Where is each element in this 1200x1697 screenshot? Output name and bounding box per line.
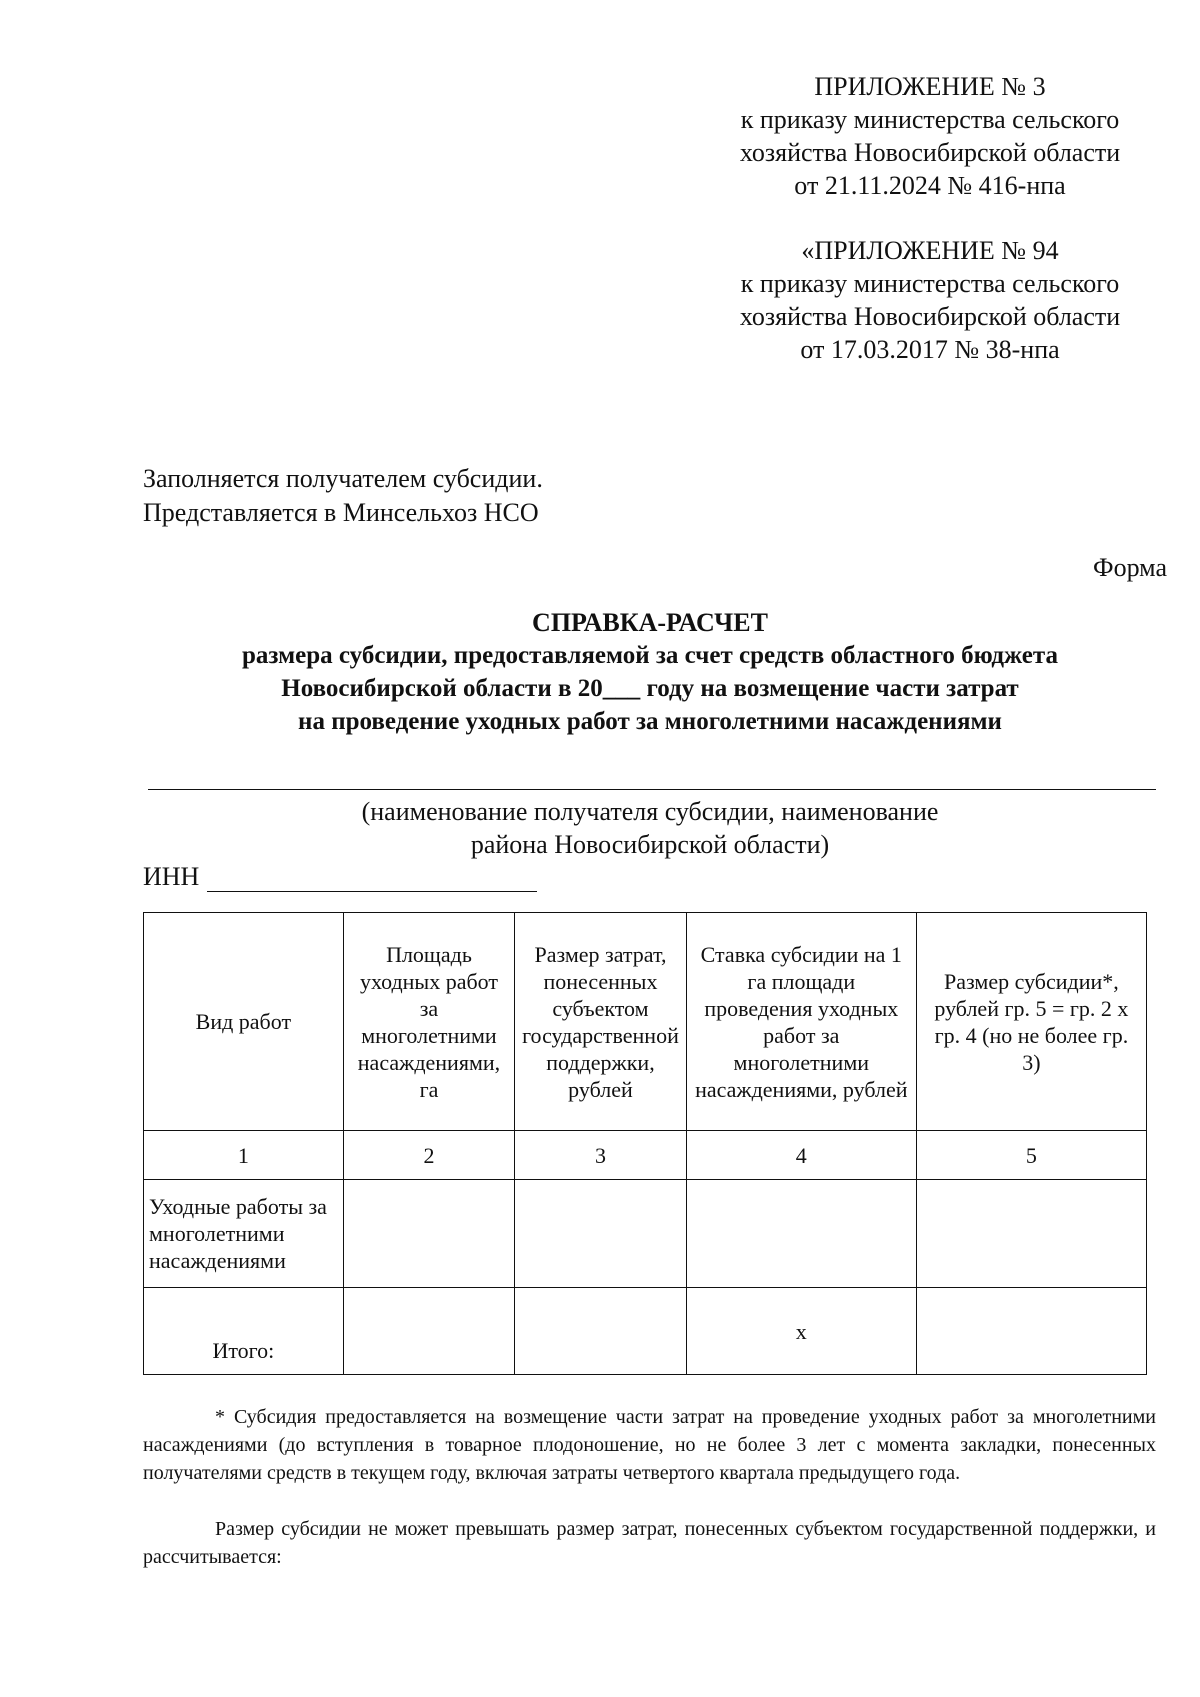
header-rate: Ставка субсидии на 1 га площади проведения уходных работ за многолетними насаждениями, рублей	[686, 913, 916, 1131]
fill-note-line: Представляется в Минсельхоз НСО	[143, 498, 539, 527]
recipient-name-field[interactable]	[148, 789, 1156, 790]
total-area-cell[interactable]	[343, 1288, 515, 1375]
approval-line: к приказу министерства сельского	[740, 269, 1120, 298]
approval-line: хозяйства Новосибирской области	[739, 138, 1121, 167]
approval-stamp-1	[700, 70, 1160, 202]
column-number: 5	[916, 1131, 1146, 1180]
inn-label: ИНН	[143, 862, 200, 891]
header-work-type: Вид работ	[144, 913, 344, 1131]
inn-row	[143, 862, 537, 892]
table-row	[144, 1180, 1147, 1288]
header-costs: Размер затрат, понесенных субъектом государственной поддержки, рублей	[515, 913, 687, 1131]
subsidy-cell[interactable]	[916, 1180, 1146, 1288]
header-area: Площадь уходных работ за многолетними насаждениями, га	[343, 913, 515, 1131]
recipient-caption-line: района Новосибирской области)	[470, 830, 830, 859]
approval-line: хозяйства Новосибирской области	[739, 302, 1121, 331]
approval-line: от 17.03.2017 № 38-нпа	[800, 335, 1060, 364]
total-subsidy-cell[interactable]	[916, 1288, 1146, 1375]
column-number: 2	[343, 1131, 515, 1180]
fill-note-line: Заполняется получателем субсидии.	[143, 464, 543, 493]
footnote-paragraph: Размер субсидии не может превышать размер затрат, понесенных субъектом государственной поддержки, и рассчитывается:	[143, 1518, 1156, 1568]
form-label: Форма	[1093, 553, 1167, 582]
approval-line: «ПРИЛОЖЕНИЕ № 94	[801, 236, 1059, 265]
title-line: размера субсидии, предоставляемой за счет средств областного бюджета	[242, 642, 1058, 669]
recipient-caption	[300, 795, 1000, 861]
table-total-row	[144, 1288, 1147, 1375]
footnote: * Субсидия предоставляется на возмещение части затрат на проведение уходных работ за многолетними насаждениями (до вступления в товарное плодоношение, но не более 3 лет с момента закладки, понесенных получателями средств в текущем году, включая затраты четвертого квартала предыдущего года.	[143, 1406, 1156, 1484]
area-cell[interactable]	[343, 1180, 515, 1288]
approval-line: ПРИЛОЖЕНИЕ № 3	[814, 72, 1046, 101]
calculation-table	[143, 912, 1147, 1375]
column-number: 1	[144, 1131, 344, 1180]
document-title	[143, 606, 1157, 738]
column-number: 3	[515, 1131, 687, 1180]
table-column-numbers-row	[144, 1131, 1147, 1180]
rate-cell[interactable]	[686, 1180, 916, 1288]
table-header-row	[144, 913, 1147, 1131]
title-main: СПРАВКА-РАСЧЕТ	[532, 608, 768, 637]
approval-line: от 21.11.2024 № 416-нпа	[794, 171, 1066, 200]
title-line: Новосибирской области в 20___ году на возмещение части затрат	[281, 675, 1019, 702]
approval-stamp-2	[700, 234, 1160, 366]
approval-line: к приказу министерства сельского	[740, 105, 1120, 134]
header-subsidy: Размер субсидии*, рублей гр. 5 = гр. 2 х гр. 4 (но не более гр. 3)	[916, 913, 1146, 1131]
total-rate-cell: х	[686, 1288, 916, 1375]
work-type-cell: Уходные работы за многолетними насаждениями	[144, 1180, 344, 1288]
column-number: 4	[686, 1131, 916, 1180]
recipient-caption-line: (наименование получателя субсидии, наименование	[361, 797, 939, 826]
total-label-cell: Итого:	[144, 1288, 344, 1375]
fill-note	[143, 462, 543, 530]
costs-cell[interactable]	[515, 1180, 687, 1288]
total-costs-cell[interactable]	[515, 1288, 687, 1375]
title-line: на проведение уходных работ за многолетними насаждениями	[298, 708, 1002, 735]
inn-field[interactable]	[207, 865, 537, 892]
